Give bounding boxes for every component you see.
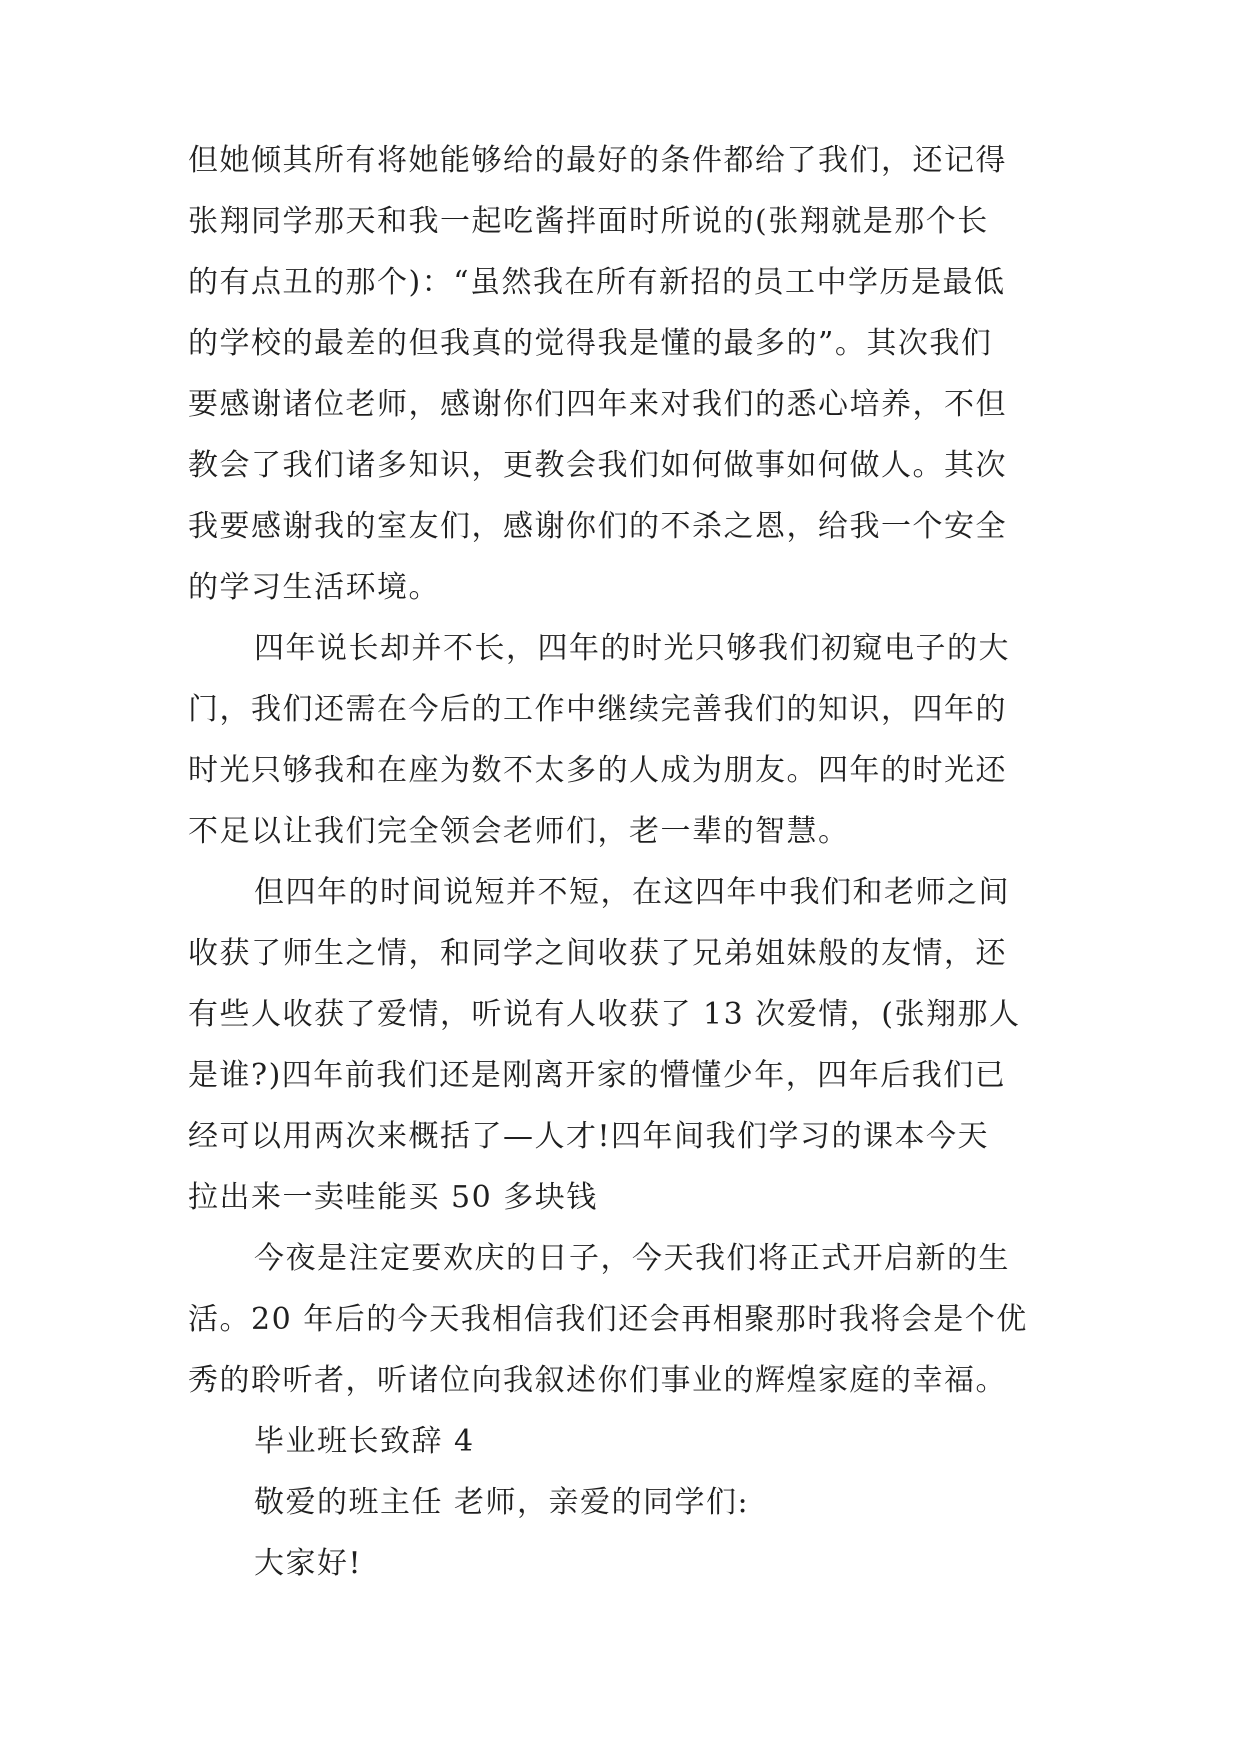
text-line: 收获了师生之情，和同学之间收获了兄弟姐妹般的友情，还: [188, 936, 1007, 971]
paragraph-1: [188, 130, 1058, 618]
text-line: 的学习生活环境。: [188, 570, 440, 605]
text-line: 时光只够我和在座为数不太多的人成为朋友。四年的时光还: [188, 753, 1007, 788]
text-line: 活。20 年后的今天我相信我们还会再相聚那时我将会是个优: [188, 1302, 1028, 1337]
text-line: 不足以让我们完全领会老师们，老一辈的智慧。: [188, 814, 850, 849]
greeting: [188, 1533, 1058, 1594]
text-line: 经可以用两次来概括了—人才!四年间我们学习的课本今天: [188, 1119, 990, 1154]
text-line: 要感谢诸位老师，感谢你们四年来对我们的悉心培养，不但: [188, 387, 1007, 422]
text-line: 四年说长却并不长，四年的时光只够我们初窥电子的大: [254, 631, 1010, 666]
text-line: 秀的聆听者，听诸位向我叙述你们事业的辉煌家庭的幸福。: [188, 1363, 1007, 1398]
document-body: [188, 130, 1058, 1594]
heading-text: 毕业班长致辞 4: [254, 1424, 475, 1459]
paragraph-2: [188, 618, 1058, 862]
text-line: 张翔同学那天和我一起吃酱拌面时所说的(张翔就是那个长: [188, 204, 989, 239]
greeting-text: 大家好!: [254, 1546, 363, 1581]
text-line: 的学校的最差的但我真的觉得我是懂的最多的”。其次我们: [188, 326, 993, 361]
text-line: 但四年的时间说短并不短，在这四年中我们和老师之间: [254, 875, 1010, 910]
text-line: 的有点丑的那个)：“虽然我在所有新招的员工中学历是最低: [188, 265, 1006, 300]
text-line: 拉出来一卖哇能买 50 多块钱: [188, 1180, 598, 1215]
text-line: 我要感谢我的室友们，感谢你们的不杀之恩，给我一个安全: [188, 509, 1007, 544]
section-heading: [188, 1411, 1058, 1472]
text-line: 今夜是注定要欢庆的日子，今天我们将正式开启新的生: [254, 1241, 1010, 1276]
text-line: 是谁?)四年前我们还是刚离开家的懵懂少年，四年后我们已: [188, 1058, 1007, 1093]
text-line: 教会了我们诸多知识，更教会我们如何做事如何做人。其次: [188, 448, 1007, 483]
salutation: [188, 1472, 1058, 1533]
paragraph-3: [188, 862, 1058, 1228]
text-line: 但她倾其所有将她能够给的最好的条件都给了我们，还记得: [188, 143, 1007, 178]
salutation-text: 敬爱的班主任 老师，亲爱的同学们:: [254, 1485, 750, 1520]
text-line: 门，我们还需在今后的工作中继续完善我们的知识，四年的: [188, 692, 1007, 727]
text-line: 有些人收获了爱情，听说有人收获了 13 次爱情，(张翔那人: [188, 997, 1021, 1032]
paragraph-4: [188, 1228, 1058, 1411]
